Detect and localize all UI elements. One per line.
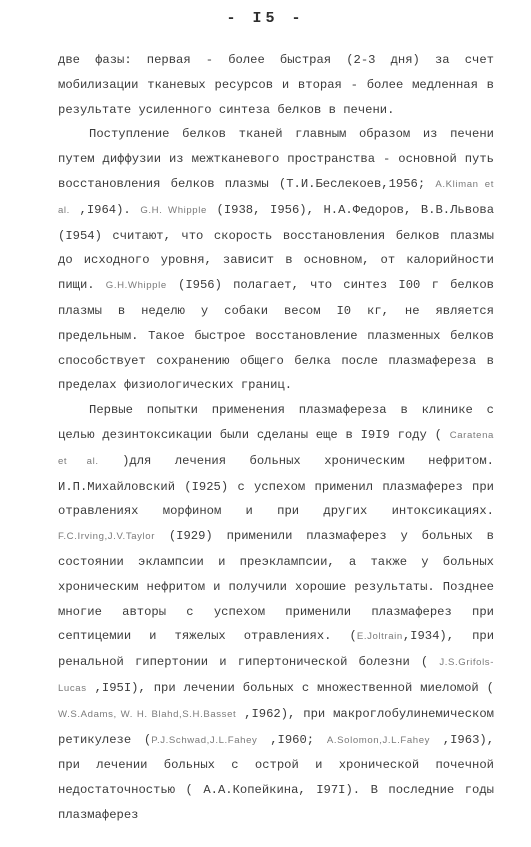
- reference-author: A.Solomon,J.L.Fahey: [326, 734, 431, 746]
- paragraph-text: ,I963), при лечении больных с острой и хронической почечной недостаточностью ( А.А.Копейкина, I97I). В последние годы плазмаферез: [58, 732, 495, 822]
- paragraph-text: две фазы: первая - более быстрая (2-3 дня) за счет мобилизации тканевых ресурсов и вторая - более медленная в результате усиленного синтеза белков в печени.: [58, 53, 494, 117]
- paragraph-text: ,I964).: [69, 202, 141, 217]
- reference-author: P.J.Schwad,J.L.Fahey: [151, 734, 258, 746]
- reference-author: Caratena et al.: [58, 429, 494, 467]
- paragraph-text: (I956) полагает, что синтез I00 г белков плазмы в неделю у собаки весом I0 кг, не является предельным. Такое быстрое восстановление плазменных белков способствует сохранению общего белка после плазмафереза в пределах физиологических границ.: [58, 278, 494, 393]
- paragraph: [58, 398, 494, 828]
- page-number: - I5 -: [226, 10, 305, 27]
- paragraph-text: Первые попытки применения плазмафереза в клинике с целью дезинтоксикации были сделаны еще в I9I9 году (: [58, 403, 494, 442]
- reference-author: J.S.Grifols-Lucas: [58, 657, 494, 694]
- reference-author: A.Kliman et al.: [58, 178, 495, 216]
- paragraph-text: (I929) применили плазмаферез у больных в состоянии эклампсии и преэклампсии, а также у больных хроническим нефритом и получили хорошие результаты. Позднее многие авторы с успехом применили плазмаферез при септицемии и тяжелых отравлениях. (: [58, 529, 494, 644]
- paragraph-text: ,I960;: [257, 732, 327, 747]
- reference-author: E.Joltrain: [356, 631, 403, 643]
- paragraph-text: ,I95I), при лечении больных с множественной миеломой (: [86, 680, 494, 695]
- body-text: [58, 48, 494, 828]
- paragraph-text: Поступление белков тканей главным образом из печени путем диффузии из межтканевого пространства - основной путь восстановления белков плазмы (Т.И.Беслекоев,1956;: [58, 127, 494, 191]
- paragraph: [58, 122, 494, 398]
- paragraph-text: (I938, I956), Н.А.Федоров, В.В.Львова (I954) считают, что скорость восстановления белков плазмы до исходного уровня, зависит в основном, от калорийности пищи.: [58, 202, 495, 293]
- reference-author: F.C.Irving,J.V.Taylor: [58, 531, 156, 543]
- paragraph: [58, 48, 494, 122]
- reference-author: G.H.Whipple: [105, 280, 167, 292]
- paragraph-text: ,I934), при ренальной гипертонии и гипертонической болезни (: [58, 629, 495, 670]
- reference-author: W.S.Adams, W. H. Blahd,S.H.Basset: [58, 708, 237, 720]
- paragraph-text: )для лечения больных хроническим нефритом. И.П.Михайловский (I925) с успехом применил плазмаферез при отравлениях морфином и при других интоксикациях.: [58, 453, 494, 519]
- reference-author: G.H. Whipple: [140, 204, 207, 216]
- paragraph-text: ,I962), при макроглобулинемическом ретикулезе (: [58, 706, 494, 747]
